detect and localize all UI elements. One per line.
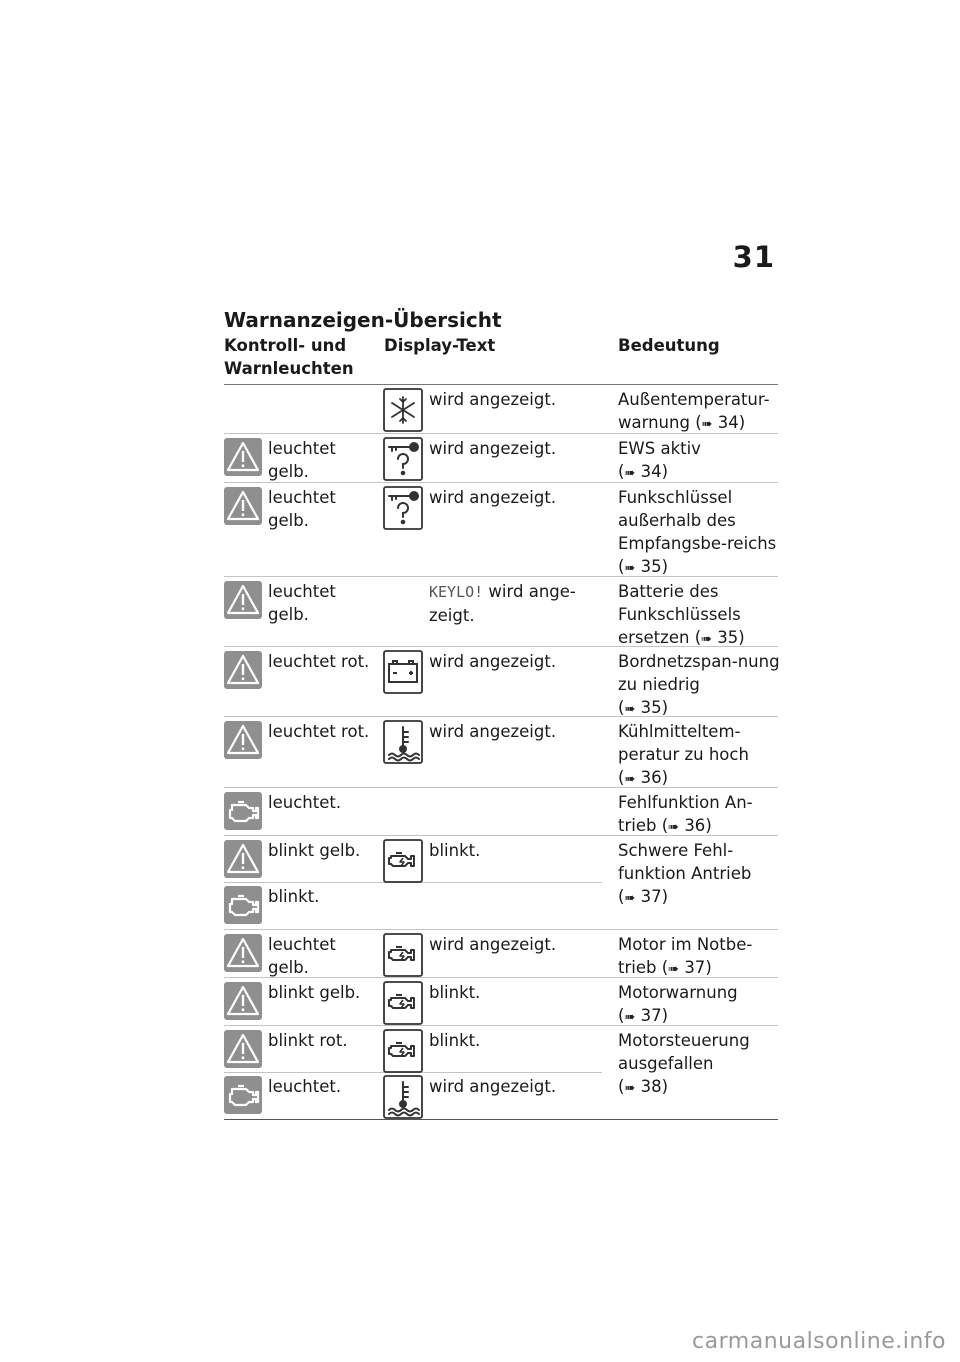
warning-triangle-icon [224,1030,262,1068]
display-text: blinkt. [429,841,481,860]
header-meaning: Bedeutung [618,336,720,355]
display-text: blinkt. [429,983,481,1002]
page-reference-arrow-icon: ➠ [624,1010,636,1025]
warning-triangle-icon [224,934,262,972]
page-reference-arrow-icon: ➠ [668,820,680,835]
coolant-temperature-icon [383,1075,423,1119]
display-text: wird angezeigt. [429,439,557,458]
engine-icon [224,1076,262,1114]
battery-icon [383,650,423,694]
display-text: wird angezeigt. [429,722,557,741]
light-status: leuchtet rot. [268,652,370,671]
engine-icon [383,1029,423,1073]
table-row [224,717,778,788]
engine-icon [383,933,423,977]
light-status: blinkt. [268,887,320,906]
table-row [224,930,778,978]
warning-triangle-icon [224,487,262,525]
light-status: blinkt gelb. [268,983,361,1002]
page-reference-arrow-icon: ➠ [624,891,636,906]
page-reference-arrow-icon: ➠ [668,962,680,977]
display-text: KEYLO! wird ange-zeigt. [429,582,576,625]
light-status: blinkt rot. [268,1031,348,1050]
header-display: Display-Text [384,336,496,355]
light-status: blinkt gelb. [268,841,361,860]
table-row [224,1026,778,1120]
table-row [224,434,778,483]
display-text: blinkt. [429,1031,481,1050]
warning-table [224,334,778,1120]
meaning-text: Außentemperatur-warnung (➠ 34) [618,390,770,432]
page-number: 31 [732,240,775,274]
page-reference-arrow-icon: ➠ [701,632,713,647]
page-reference-arrow-icon: ➠ [624,772,636,787]
light-status: leuchtet gelb. [268,439,336,481]
display-text: wird angezeigt. [429,488,557,507]
meaning-text: Schwere Fehl-funktion Antrieb (➠ 37) [618,841,752,906]
display-text: wird angezeigt. [429,652,557,671]
page-reference-arrow-icon: ➠ [701,417,713,432]
engine-icon [224,886,262,924]
table-row [224,577,778,647]
meaning-text: Bordnetzspan-nung zu niedrig (➠ 35) [618,652,780,717]
meaning-text: Batterie des Funkschlüssels ersetzen (➠ 35) [618,582,745,647]
meaning-text: Funkschlüssel außerhalb des Empfangsbe-reichs (➠ 35) [618,488,777,576]
table-row [224,647,778,717]
table-row [224,385,778,434]
meaning-text: Kühlmitteltem-peratur zu hoch (➠ 36) [618,722,749,787]
page-reference-arrow-icon: ➠ [624,466,636,481]
warning-triangle-icon [224,721,262,759]
meaning-text: Motorsteuerung ausgefallen (➠ 38) [618,1031,750,1096]
light-status: leuchtet. [268,1077,342,1096]
warning-triangle-icon [224,651,262,689]
section-title: Warnanzeigen-Übersicht [224,308,502,332]
header-lights: Kontroll- und Warnleuchten [224,336,354,378]
page-reference-arrow-icon: ➠ [624,1081,636,1096]
warning-triangle-icon [224,438,262,476]
meaning-text: Motor im Notbe-trieb (➠ 37) [618,935,753,977]
table-row [224,788,778,836]
watermark: carmanualsonline.info [692,1329,946,1354]
display-text: wird angezeigt. [429,1077,557,1096]
table-row [224,836,778,930]
meaning-text: EWS aktiv (➠ 34) [618,439,701,481]
light-status: leuchtet gelb. [268,488,336,530]
engine-icon [383,839,423,883]
meaning-text: Fehlfunktion An-trieb (➠ 36) [618,793,753,835]
table-row [224,483,778,577]
light-status: leuchtet. [268,793,342,812]
key-question-icon [383,437,423,481]
warning-triangle-icon [224,982,262,1020]
light-status: leuchtet gelb. [268,582,336,624]
display-text: wird angezeigt. [429,935,557,954]
snowflake-icon [383,388,423,432]
display-text: wird angezeigt. [429,390,557,409]
warning-triangle-icon [224,581,262,619]
engine-icon [383,981,423,1025]
page-reference-arrow-icon: ➠ [624,702,636,717]
page-reference-arrow-icon: ➠ [624,561,636,576]
light-status: leuchtet gelb. [268,935,336,977]
light-status: leuchtet rot. [268,722,370,741]
display-code: KEYLO! [429,583,484,601]
key-question-icon [383,486,423,530]
table-row [224,978,778,1026]
coolant-temperature-icon [383,720,423,764]
warning-triangle-icon [224,840,262,878]
table-header [224,334,778,384]
meaning-text: Motorwarnung (➠ 37) [618,983,738,1025]
engine-icon [224,792,262,830]
